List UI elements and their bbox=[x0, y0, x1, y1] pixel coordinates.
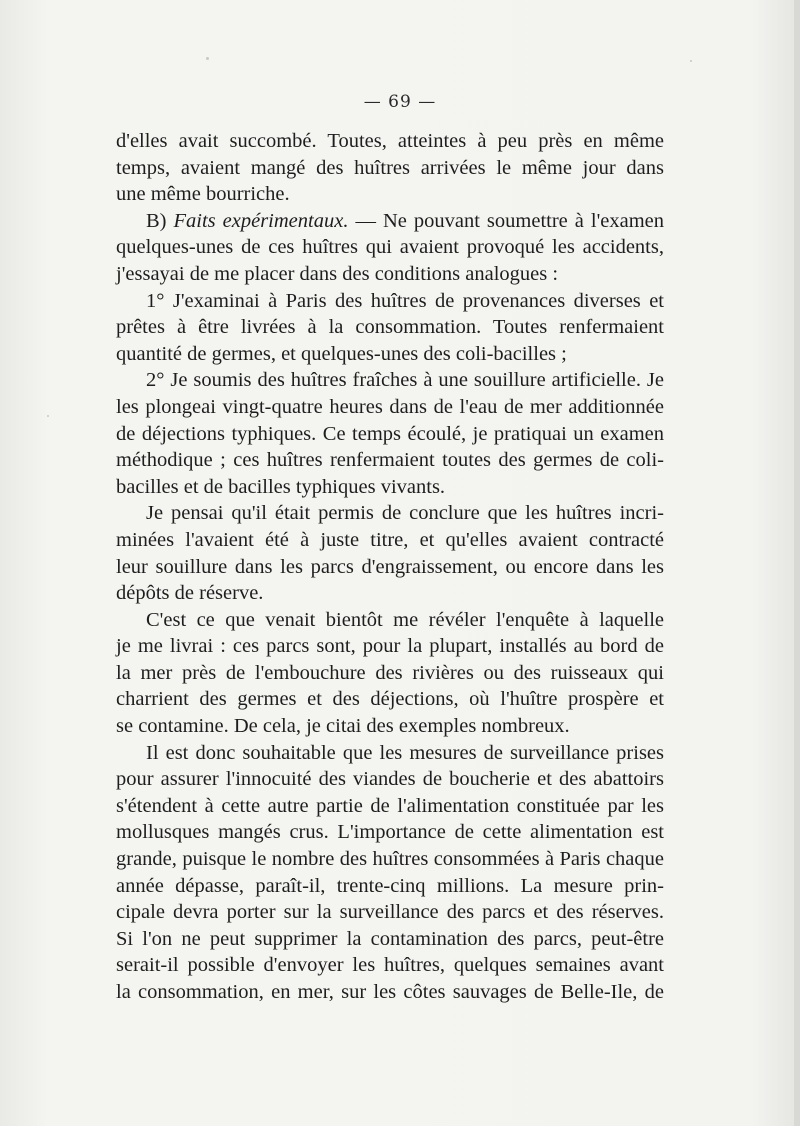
text-line: 1° J'examinai à Paris des huîtres de provenances diverses et bbox=[146, 289, 664, 312]
text-line: prêtes à être livrées à la consommation. Toutes renfermaient bbox=[116, 316, 664, 339]
page-number: — 69 — bbox=[363, 92, 437, 112]
text-line: je me livrai : ces parcs sont, pour la plupart, installés au bord de bbox=[116, 635, 664, 658]
text-line: Si l'on ne peut supprimer la contamination des parcs, peut-être bbox=[116, 927, 664, 950]
text-line: bacilles et de bacilles typhiques vivants. bbox=[116, 475, 446, 498]
paper-speck bbox=[47, 415, 49, 417]
section-title: Faits expérimentaux. bbox=[173, 209, 349, 232]
text-line: temps, avaient mangé des huîtres arrivées le même jour dans bbox=[116, 156, 664, 179]
text-line: quantité de germes, et quelques-unes des coli-bacilles ; bbox=[116, 342, 567, 365]
text-line: mollusques mangés crus. L'importance de cette alimentation est bbox=[116, 821, 664, 844]
text-line: de déjections typhiques. Ce temps écoulé, je pratiquai un examen bbox=[116, 422, 664, 445]
text-line: s'étendent à cette autre partie de l'alimentation constituée par les bbox=[116, 794, 664, 817]
text-line: grande, puisque le nombre des huîtres consommées à Paris chaque bbox=[116, 848, 664, 871]
text-line: méthodique ; ces huîtres renfermaient toutes des germes de coli- bbox=[116, 449, 664, 472]
page-edge-shadow bbox=[794, 0, 800, 1126]
text-line: Je pensai qu'il était permis de conclure que les huîtres incri- bbox=[146, 502, 664, 525]
text-line: minées l'avaient été à juste titre, et qu'elles avaient contracté bbox=[116, 528, 664, 551]
text-line: 2° Je soumis des huîtres fraîches à une souillure artificielle. Je bbox=[146, 369, 664, 392]
text-line: quelques-unes de ces huîtres qui avaient provoqué les accidents, bbox=[116, 236, 664, 259]
text-line: charrient des germes et des déjections, où l'huître prospère et bbox=[116, 688, 664, 711]
text-line: j'essayai de me placer dans des conditions analogues : bbox=[116, 262, 559, 285]
text-line: pour assurer l'innocuité des viandes de boucherie et des abattoirs bbox=[116, 768, 664, 791]
text-line: la mer près de l'embouchure des rivières ou des ruisseaux qui bbox=[116, 661, 664, 684]
text-line: se contamine. De cela, je citai des exemples nombreux. bbox=[116, 715, 570, 738]
text-line: la consommation, en mer, sur les côtes sauvages de Belle-Ile, de bbox=[116, 981, 664, 1003]
section-heading-line bbox=[116, 208, 664, 235]
text-line: cipale devra porter sur la surveillance des parcs et des réserves. bbox=[116, 901, 664, 924]
text-line: une même bourriche. bbox=[116, 183, 290, 206]
text-line: année dépasse, paraît-il, trente-cinq millions. La mesure prin- bbox=[116, 874, 664, 897]
text-line: d'elles avait succombé. Toutes, atteintes à peu près en même bbox=[116, 130, 664, 152]
section-continuation: — Ne pouvant soumettre à l'examen bbox=[348, 209, 665, 232]
body-text bbox=[116, 128, 664, 1006]
text-line: leur souillure dans les parcs d'engraissement, ou encore dans les bbox=[116, 555, 664, 578]
section-label: B) bbox=[146, 209, 174, 232]
text-line: Il est donc souhaitable que les mesures de surveillance prises bbox=[146, 741, 664, 764]
text-line: C'est ce que venait bientôt me révéler l'enquête à laquelle bbox=[146, 608, 664, 631]
text-line: serait-il possible d'envoyer les huîtres, quelques semaines avant bbox=[116, 954, 664, 977]
text-line: les plongeai vingt-quatre heures dans de l'eau de mer additionnée bbox=[116, 395, 664, 418]
paper-speck bbox=[690, 60, 692, 62]
text-line: dépôts de réserve. bbox=[116, 582, 264, 605]
paper-speck bbox=[206, 57, 209, 60]
